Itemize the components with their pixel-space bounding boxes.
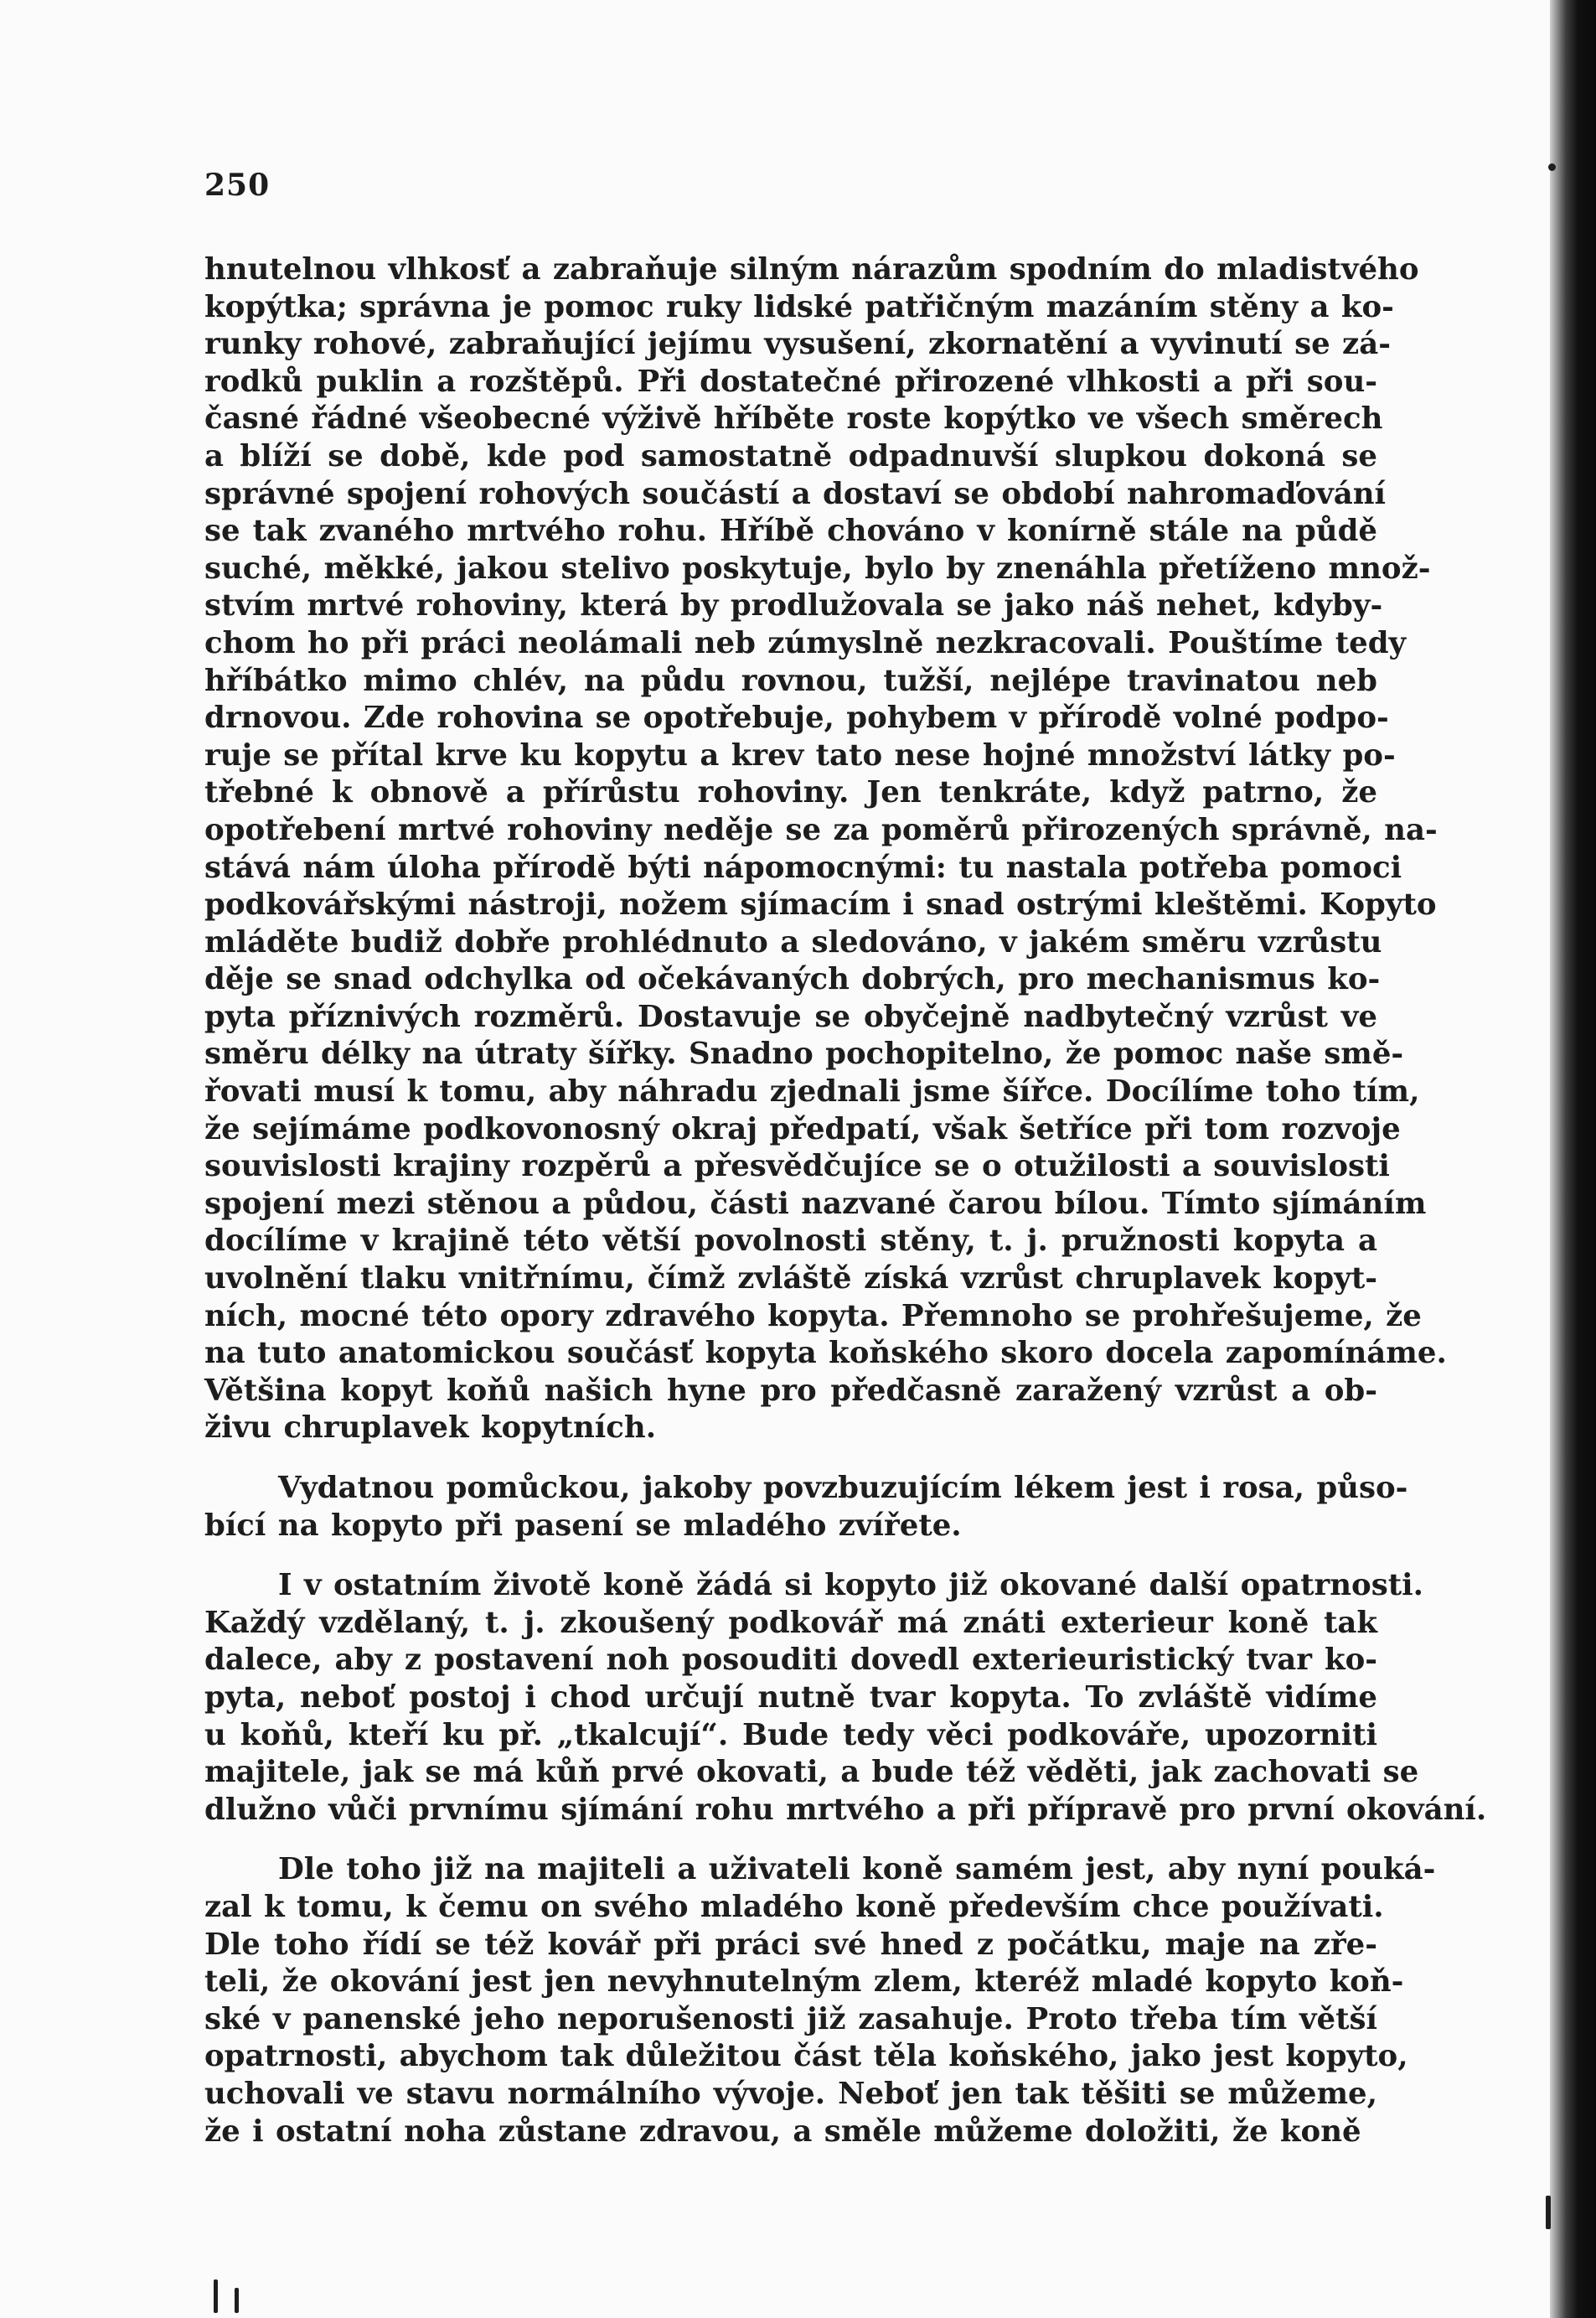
text-line: runky rohové, zabraňující jejímu vysušení, zkornatění a vyvinutí se zá-: [204, 327, 1391, 362]
text-line: směru délky na útraty šířky. Snadno pochopitelno, že pomoc naše smě-: [204, 1037, 1404, 1072]
text-line: Vydatnou pomůckou, jakoby povzbuzujícím lékem jest i rosa, půso-: [278, 1471, 1408, 1505]
text-line: a blíží se době, kde pod samostatně odpadnuvší slupkou dokoná se: [204, 438, 1377, 473]
text-line: rodků puklin a rozštěpů. Při dostatečné přirozené vlhkosti a při sou-: [204, 364, 1377, 399]
text-line: Každý vzdělaný, t. j. zkoušený podkovář má znáti exterieur koně tak: [204, 1605, 1377, 1640]
text-line: časné řádné všeobecné výživě hříběte roste kopýtko ve všech směrech: [204, 401, 1383, 437]
text-line: Dle toho řídí se též kovář při práci své hned z počátku, maje na zře-: [204, 1927, 1377, 1962]
text-line: teli, že okování jest jen nevyhnutelným zlem, kteréž mladé kopyto koň-: [204, 1964, 1404, 2000]
paragraph: [204, 1567, 1487, 1829]
text-line: bící na kopyto při pasení se mladého zvířete.: [204, 1508, 962, 1543]
text-line: spojení mezi stěnou a půdou, části nazvané čarou bílou. Tímto sjímáním: [204, 1186, 1427, 1221]
body-text: [204, 251, 1487, 2150]
edge-speck: [1546, 2196, 1551, 2229]
text-line: u koňů, kteří ku př. „tkalcují“. Bude tedy věci podkováře, upozorniti: [204, 1717, 1377, 1752]
text-line: kopýtka; správna je pomoc ruky lidské patřičným mazáním stěny a ko-: [204, 289, 1394, 324]
text-line: suché, měkké, jakou stelivo poskytuje, bylo by znenáhla přetíženo množ-: [204, 551, 1431, 586]
text-line: podkovářskými nástroji, nožem sjímacím i snad ostrými kleštěmi. Kopyto: [204, 887, 1437, 923]
text-line: děje se snad odchylka od očekávaných dobrých, pro mechanismus ko-: [204, 962, 1381, 997]
text-line: majitele, jak se má kůň prvé okovati, a bude též věděti, jak zachovati se: [204, 1755, 1419, 1790]
text-line: pyta příznivých rozměrů. Dostavuje se obyčejně nadbytečný vzrůst ve: [204, 999, 1377, 1034]
text-line: ruje se přítal krve ku kopytu a krev tato nese hojné množství látky po-: [204, 737, 1396, 773]
text-line: mláděte budiž dobře prohlédnuto a sledováno, v jakém směru vzrůstu: [204, 924, 1382, 960]
text-line: hnutelnou vlhkosť a zabraňuje silným nárazům spodním do mladistvého: [204, 252, 1419, 287]
edge-speck: [1548, 163, 1556, 171]
text-line: opotřebení mrtvé rohoviny neděje se za poměrů přirozených správně, na-: [204, 812, 1438, 847]
text-line: zal k tomu, k čemu on svého mladého koně především chce používati.: [204, 1889, 1384, 1924]
text-line: stvím mrtvé rohoviny, která by prodlužovala se jako náš nehet, kdyby-: [204, 588, 1383, 623]
text-line: ské v panenské jeho neporušenosti již zasahuje. Proto třeba tím větší: [204, 2001, 1377, 2036]
page-number: 250: [204, 168, 271, 203]
paragraph: [204, 1470, 1408, 1544]
text-line: stává nám úloha přírodě býti nápomocnými: tu nastala potřeba pomoci: [204, 850, 1402, 885]
text-line: chom ho při práci neolámali neb zúmyslně nezkracovali. Pouštíme tedy: [204, 625, 1407, 660]
text-line: Většina kopyt koňů našich hyne pro předčasně zaražený vzrůst a ob-: [204, 1373, 1377, 1408]
text-line: že i ostatní noha zůstane zdravou, a směle můžeme doložiti, že koně: [204, 2114, 1361, 2149]
text-line: živu chruplavek kopytních.: [204, 1410, 657, 1446]
text-line: dlužno vůči prvnímu sjímání rohu mrtvého a při přípravě pro první okování.: [204, 1792, 1487, 1827]
paragraph: [204, 1851, 1436, 2150]
text-line: správné spojení rohových součástí a dostaví se období nahromaďování: [204, 476, 1387, 511]
text-line: hříbátko mimo chlév, na půdu rovnou, tužší, nejlépe travinatou neb: [204, 663, 1377, 698]
text-line: I v ostatním životě koně žádá si kopyto již okované další opatrnosti.: [278, 1568, 1423, 1603]
text-line: Dle toho již na majiteli a uživateli koně samém jest, aby nyní pouká-: [278, 1852, 1436, 1887]
text-line: se tak zvaného mrtvého rohu. Hříbě chováno v konírně stále na půdě: [204, 514, 1377, 549]
text-line: na tuto anatomickou součásť kopyta koňského skoro docela zapomínáme.: [204, 1336, 1447, 1371]
edge-speck: [235, 2288, 239, 2313]
text-line: dalece, aby z postavení noh posouditi dovedl exterieuristický tvar ko-: [204, 1643, 1377, 1678]
text-line: souvislosti krajiny rozpěrů a přesvědčujíce se o otužilosti a souvislosti: [204, 1149, 1390, 1184]
text-line: ních, mocné této opory zdravého kopyta. Přemnoho se prohřešujeme, že: [204, 1298, 1422, 1333]
text-line: uchovali ve stavu normálního vývoje. Neboť jen tak těšiti se můžeme,: [204, 2076, 1377, 2111]
text-line: drnovou. Zde rohovina se opotřebuje, pohybem v přírodě volné podpo-: [204, 701, 1389, 736]
text-line: třebné k obnově a přírůstu rohoviny. Jen tenkráte, když patrno, že: [204, 775, 1377, 810]
text-line: docílíme v krajině této větší povolnosti stěny, t. j. pružnosti kopyta a: [204, 1224, 1377, 1259]
text-line: že sejímáme podkovonosný okraj předpatí, však šetříce při tom rozvoje: [204, 1111, 1401, 1146]
binding-shadow: [1550, 0, 1596, 2318]
text-line: pyta, neboť postoj i chod určují nutně tvar kopyta. To zvláště vidíme: [204, 1679, 1377, 1715]
paragraph: [204, 251, 1447, 1447]
text-line: řovati musí k tomu, aby náhradu zjednali jsme šířce. Docílíme toho tím,: [204, 1074, 1420, 1110]
edge-speck: [214, 2279, 218, 2313]
text-line: uvolnění tlaku vnitřnímu, čímž zvláště získá vzrůst chruplavek kopyt-: [204, 1261, 1377, 1296]
text-line: opatrnosti, abychom tak důležitou část těla koňského, jako jest kopyto,: [204, 2039, 1408, 2074]
